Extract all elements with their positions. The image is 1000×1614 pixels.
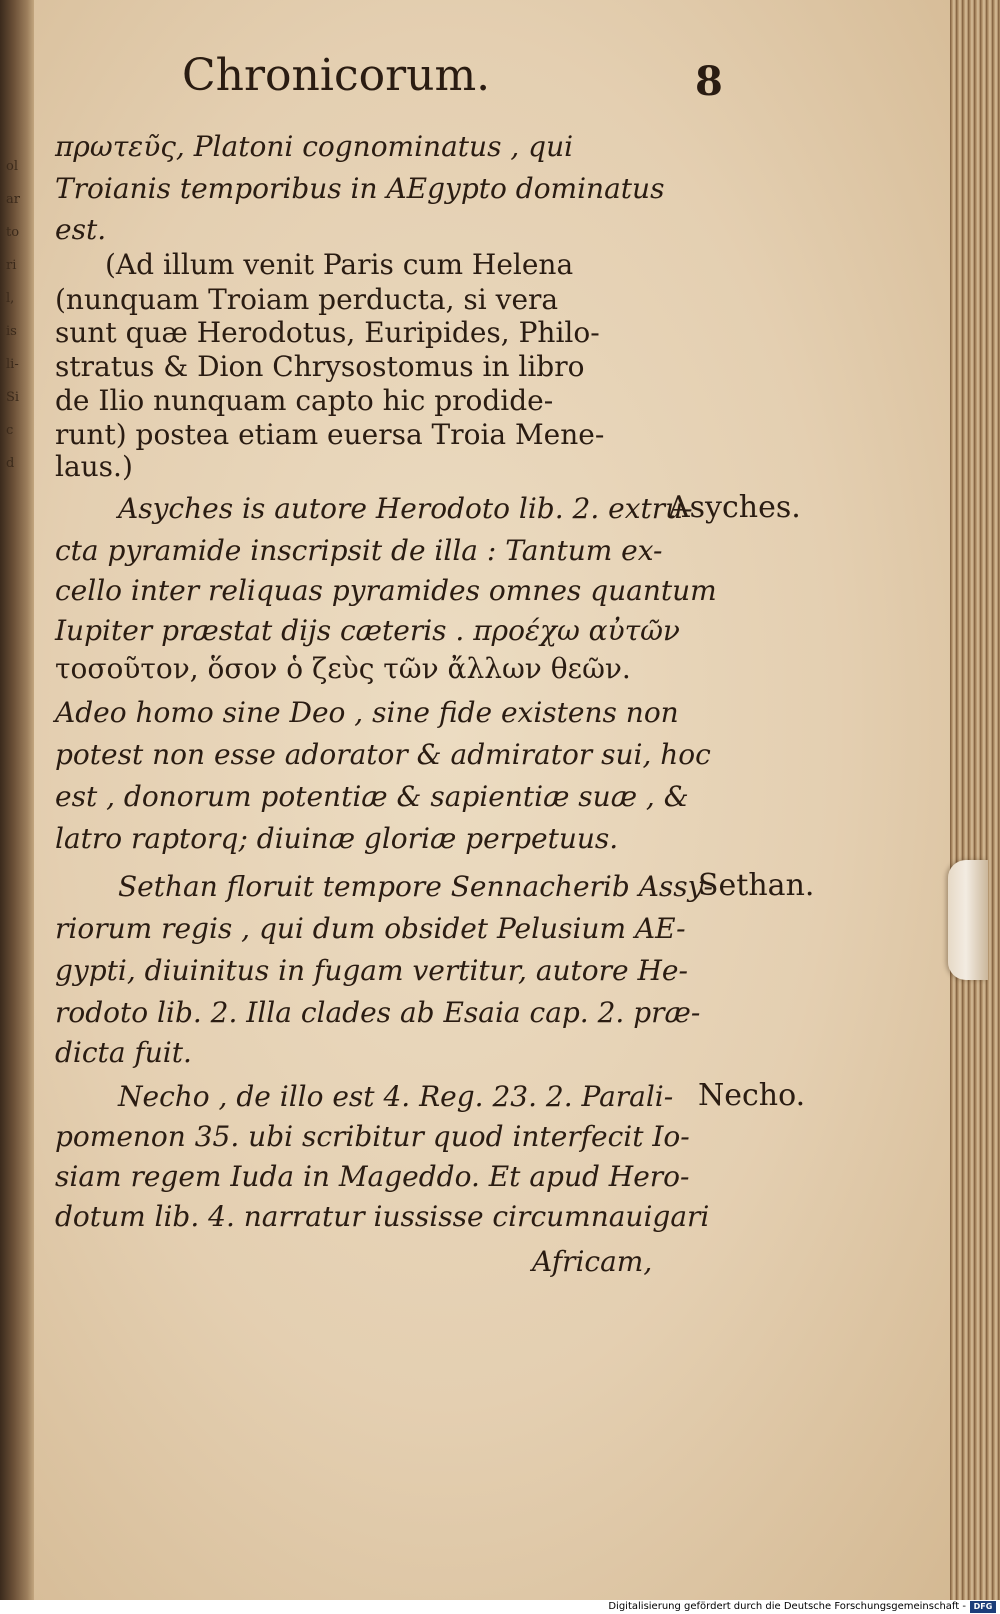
body-line: stratus & Dion Chrysostomus in libro xyxy=(55,350,585,383)
margin-fragment: ol xyxy=(6,159,18,174)
previous-page-edge xyxy=(0,0,34,1600)
body-line: τοσοῦτον, ὅσον ὁ ζεὺς τῶν ἄλλων θεῶν. xyxy=(55,652,631,685)
body-line: cta pyramide inscripsit de illa : Tantum ex- xyxy=(55,534,663,567)
body-line: laus.) xyxy=(55,450,133,483)
footer-bar xyxy=(0,1600,1000,1614)
running-title: Chronicorum. xyxy=(182,50,491,101)
body-line: latro raptorq; diuinæ gloriæ perpetuus. xyxy=(55,822,619,855)
margin-fragment: is xyxy=(6,324,17,339)
margin-fragment: to xyxy=(6,225,20,240)
body-line: de Ilio nunquam capto hic prodide- xyxy=(55,384,554,417)
body-line: Troianis temporibus in AEgypto dominatus xyxy=(55,172,665,205)
book-block-edge xyxy=(950,0,1000,1600)
catchword: Africam, xyxy=(532,1245,653,1278)
body-line: rodoto lib. 2. Illa clades ab Esaia cap. 2. præ- xyxy=(55,996,701,1029)
body-line: πρωτεῦς, Platoni cognominatus , qui xyxy=(55,130,574,163)
sidenote-necho: Necho. xyxy=(698,1078,806,1113)
sidenote-asyches: Asyches. xyxy=(668,490,801,525)
body-line: Necho , de illo est 4. Reg. 23. 2. Parali- xyxy=(118,1080,674,1113)
margin-fragment: Si xyxy=(6,390,20,405)
body-line: (Ad illum venit Paris cum Helena xyxy=(105,248,574,281)
body-line: dotum lib. 4. narratur iussisse circumnauigari xyxy=(55,1200,710,1233)
body-line: sunt quæ Herodotus, Euripides, Philo- xyxy=(55,316,600,349)
body-line: Sethan floruit tempore Sennacherib Assy- xyxy=(118,870,713,903)
margin-fragment: li- xyxy=(6,357,19,372)
body-line: pomenon 35. ubi scribitur quod interfecit Io- xyxy=(55,1120,690,1153)
funding-credit: Digitalisierung gefördert durch die Deutsche Forschungsgemeinschaft - xyxy=(608,1601,966,1612)
margin-fragment: ar xyxy=(6,192,20,207)
body-line: est , donorum potentiæ & sapientiæ suæ , & xyxy=(55,780,689,813)
left-margin-fragments xyxy=(6,150,26,480)
sidenote-sethan: Sethan. xyxy=(698,868,815,903)
margin-fragment: d xyxy=(6,456,15,471)
body-line: cello inter reliquas pyramides omnes quantum xyxy=(55,574,717,607)
body-line: (nunquam Troiam perducta, si vera xyxy=(55,283,559,316)
body-line: runt) postea etiam euersa Troia Mene- xyxy=(55,418,605,451)
body-line: est. xyxy=(55,213,107,246)
page-clip xyxy=(948,860,988,980)
margin-fragment: l, xyxy=(6,291,15,306)
page-number: 8 xyxy=(695,58,723,105)
body-line: siam regem Iuda in Mageddo. Et apud Hero- xyxy=(55,1160,690,1193)
body-line: Adeo homo sine Deo , sine fide existens non xyxy=(55,696,679,729)
dfg-logo: DFG xyxy=(970,1601,996,1613)
body-line: riorum regis , qui dum obsidet Pelusium AE- xyxy=(55,912,686,945)
body-line: gypti, diuinitus in fugam vertitur, autore He- xyxy=(55,954,688,987)
body-line: potest non esse adorator & admirator sui, hoc xyxy=(55,738,711,771)
body-line: Asyches is autore Herodoto lib. 2. extru- xyxy=(118,492,693,525)
body-line: Iupiter præstat dijs cæteris . προέχω αὐτῶν xyxy=(55,614,680,647)
margin-fragment: ri xyxy=(6,258,17,273)
margin-fragment: c xyxy=(6,423,14,438)
body-line: dicta fuit. xyxy=(55,1036,192,1069)
